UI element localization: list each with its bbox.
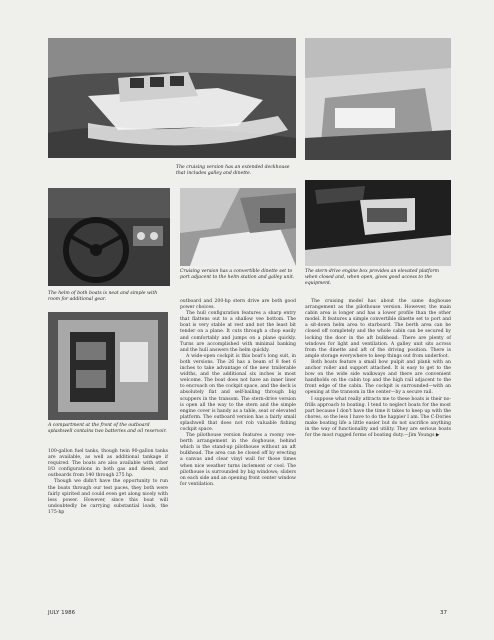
- caption-cruising-dinette: Cruising version has a convertible dinette set to port adjacent to the helm station and galley unit.: [180, 269, 295, 280]
- caption-compartment: A compartment at the front of the outboard splashwell contains two batteries and oil reservoir.: [48, 423, 167, 434]
- column-1: [48, 449, 168, 516]
- caption-helm: The helm of both boats is neat and simple with room for additional gear.: [48, 291, 158, 302]
- paragraph: The cruising model has about the same doghouse arrangement as the pilothouse version. However, the main cabin area is longer and has a lower profile than the other model. It features a simple convertible dinette set to port and a sit-down helm area to starboard. The berth area can be closed off completely and the whole cabin can be secured by locking the door in the aft bulkhead. There are plenty of windows for light and ventilation. A galley unit sits across from the dinette and aft of the driving position. There is ample storage everywhere to keep things out from underfoot.: [305, 299, 451, 359]
- page-number: 37: [440, 610, 447, 616]
- paragraph: Though we didn't have the opportunity to run the boats through our test paces, they both were fairly spirited and could even get along nicely with less power. However, since this boat will undoubtedly be carrying substantial loads, the 175-hp: [48, 479, 168, 515]
- column-3: [305, 299, 451, 439]
- caption-cruising-top: The cruising version has an extended deckhouse that includes galley and dinette.: [176, 165, 290, 176]
- photo-boat-cruising: [48, 38, 296, 158]
- paragraph: The hull configuration features a sharp entry that flattens out to a shallow vee bottom. The boat is very stable at rest and not the least bit tender on a plane. It cuts through a chop easily and comfortably and jumps on a plane quickly. Turns are accomplished with minimal banking and the hull answers the helm quickly.: [180, 311, 296, 353]
- paragraph: The pilothouse version features a roomy vee-berth arrangement in the doghouse, behind which is the stand-up pilothouse without an aft bulkhead. The area can be closed off by erecting a canvas and clear vinyl wall for those times when nice weather turns inclement or cool. The pilothouse is surrounded by big windows; sliders on each side and an opening front center window for ventilation.: [180, 433, 296, 487]
- photo-boat-deck: [305, 38, 451, 160]
- paragraph: I suppose what really attracts me to these boats is their no-frills approach to boating. I tend to neglect boats for the most part because I don't have the time it takes to keep up with the chores, so the less I have to do the happier I am. The C-Dories make boating life a little easier but do not sacrifice anything in the way of functionality and utility. They are serious boats for the most rugged forms of boating duty.—Jim Youngs ▶: [305, 396, 451, 439]
- caption-sterndrive: The stern-drive engine box provides an elevated platform when closed and, when open, gives good access to the equipment.: [305, 269, 440, 286]
- paragraph: outboard and 200-hp stern drive are both good power choices.: [180, 299, 296, 311]
- paragraph: 100-gallon fuel tanks, though twin 90-gallon tanks are available, as well as additional tankage if required. The boats are also available with other I/O configurations in both gas and diesel, and outboards from 140 through 275 hp.: [48, 449, 168, 479]
- photo-compartment: [48, 312, 168, 420]
- footer-date: JULY 1986: [48, 610, 76, 616]
- photo-dinette: [180, 188, 296, 266]
- photo-sterndrive: [305, 180, 451, 266]
- paragraph: Both boats feature a small bow pulpit and plank with an anchor roller and support attached. It is easy to get to the bow on the wide side walkways and there are convenient handholds on the cabin top and the high rail adjacent to the front edge of the cabin. The cockpit is surrounded—with an opening at the transom in the center—by a secure rail.: [305, 359, 451, 396]
- paragraph: A wide-open cockpit is this boat's long suit, in both versions. The 26 has a beam of 8 feet 6 inches to take advantage of the new trailerable widths, and the additional six inches is most welcome. The boat does not have an inner liner to encroach on the cockpit space, and the deck is absolutely flat and self-bailing through big scuppers in the transom. The stern-drive version is open all the way to the stern and the simple engine cover is handy as a table, seat or elevated platform. The outboard version has a fairly small splashwell that does not rob valuable fishing cockpit space.: [180, 353, 296, 432]
- photo-helm: [48, 188, 170, 286]
- column-2: [180, 299, 296, 488]
